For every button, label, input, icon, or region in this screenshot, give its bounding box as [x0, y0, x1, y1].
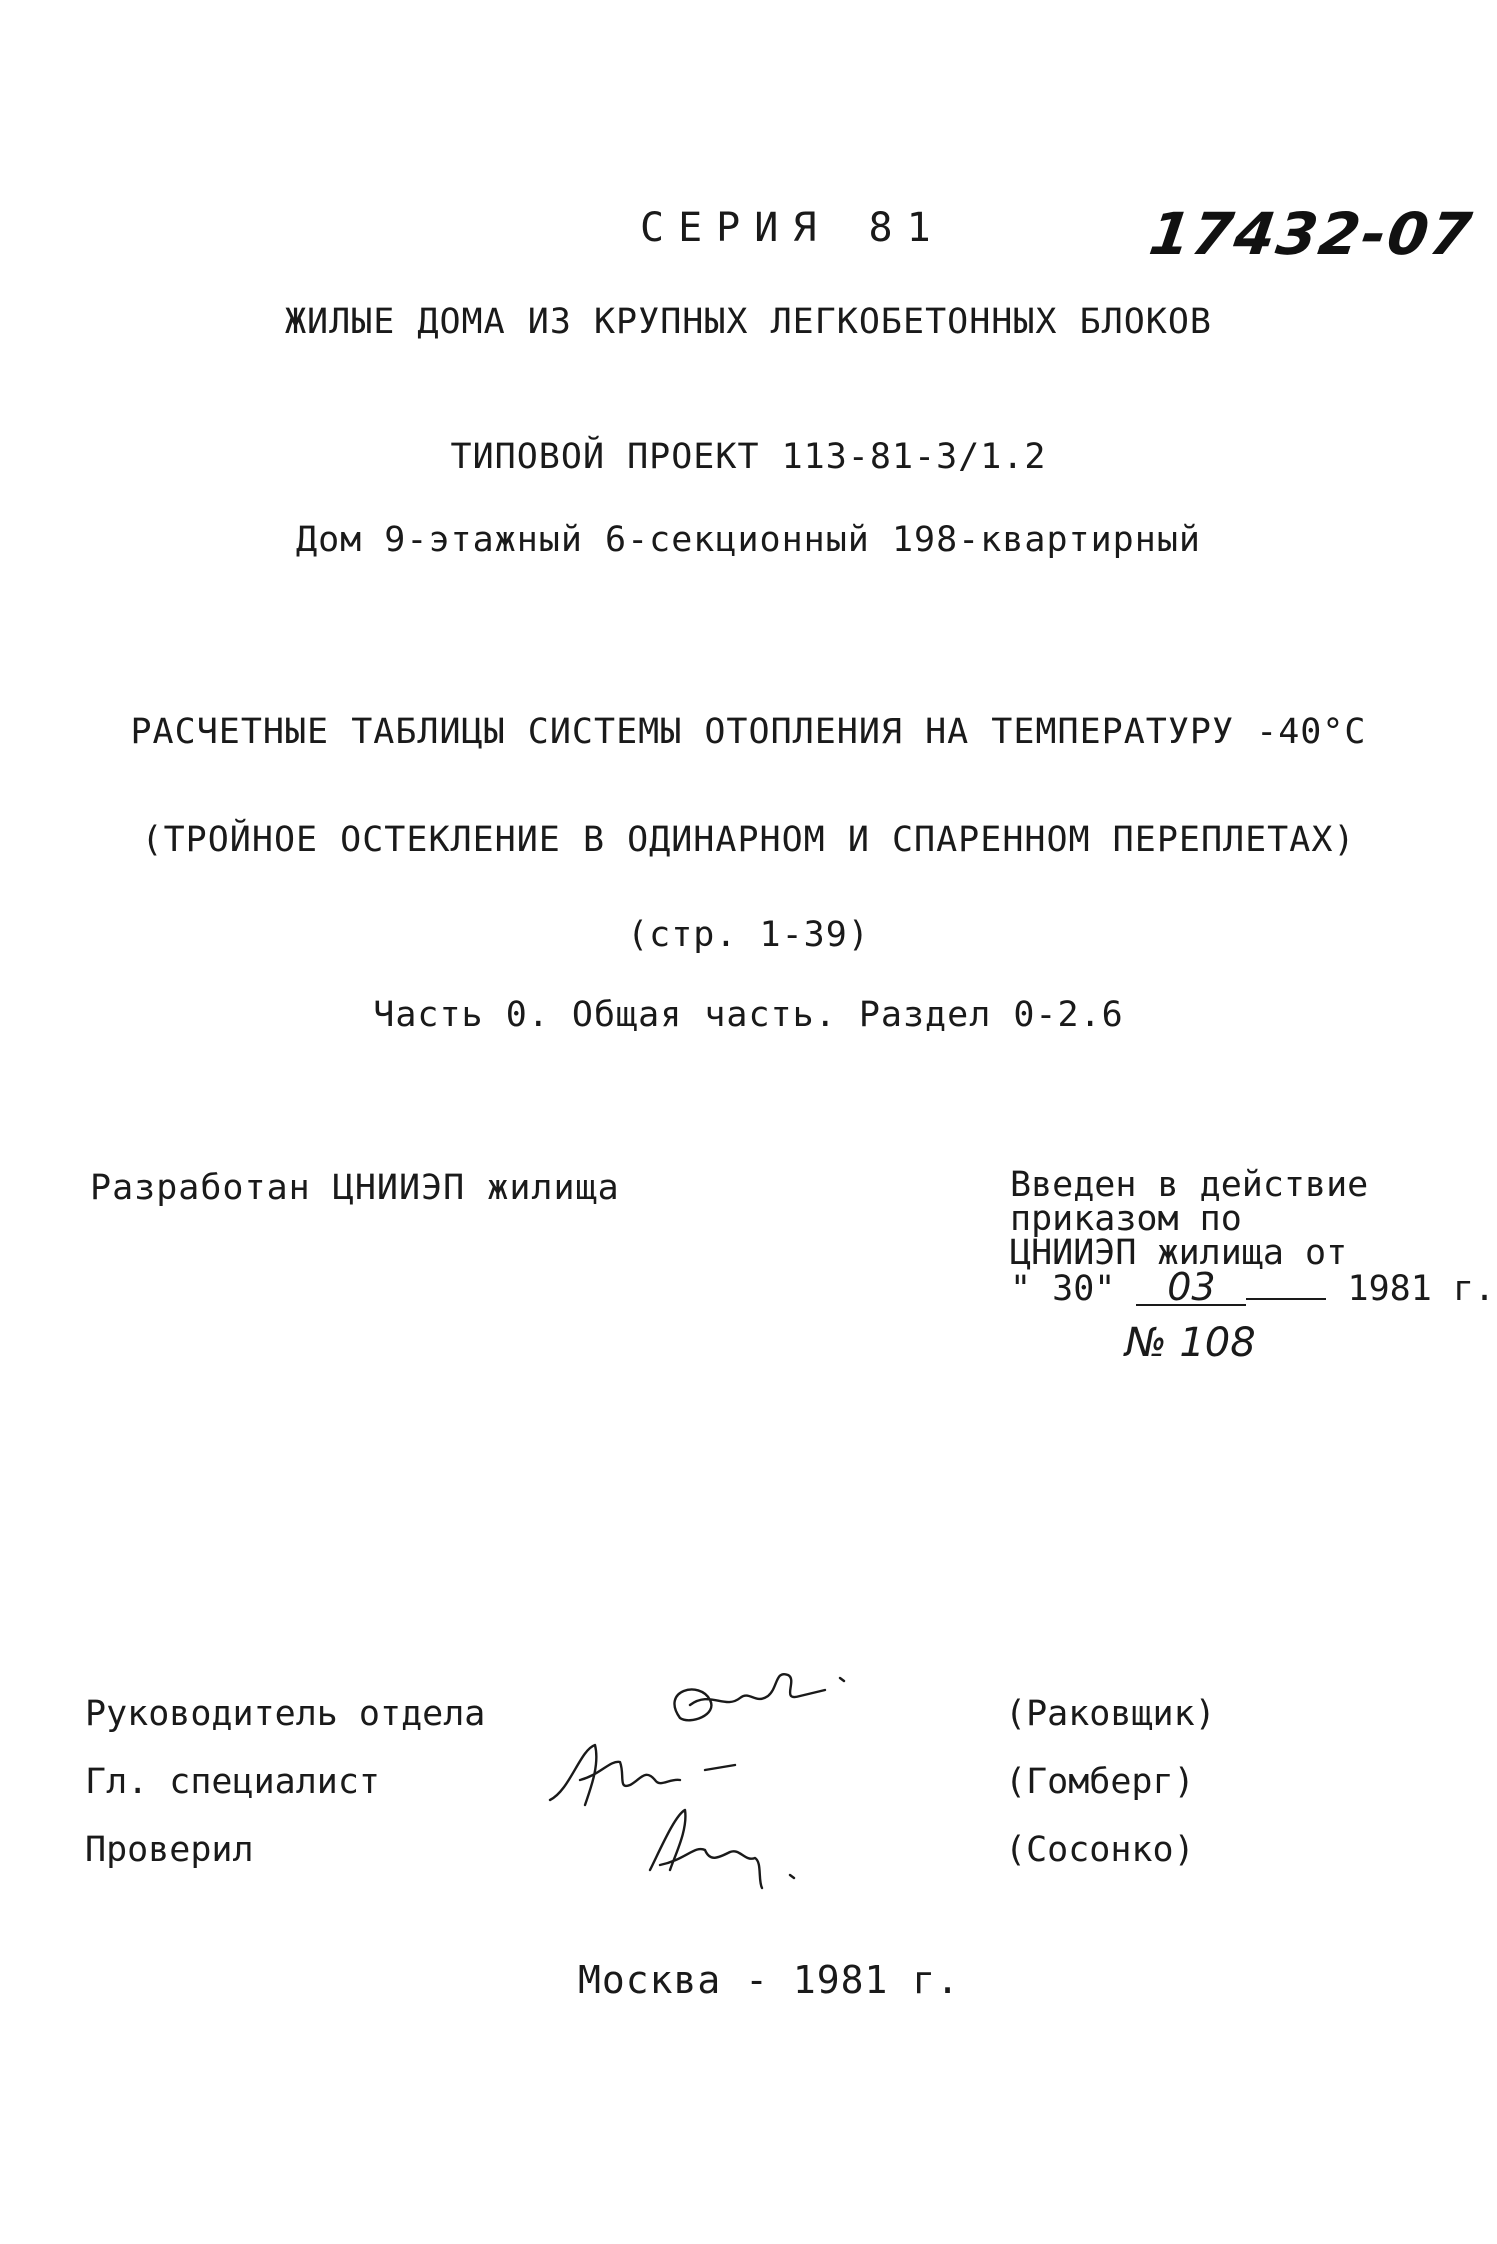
intro-day: " 30" [1010, 1269, 1116, 1309]
document-subject: РАСЧЕТНЫЕ ТАБЛИЦЫ СИСТЕМЫ ОТОПЛЕНИЯ НА ТЕМПЕРАТУРУ -40°C [130, 712, 1367, 752]
name-sosonko: (Сосонко) [1005, 1830, 1195, 1870]
signatory-names [1005, 1680, 1216, 1884]
handwritten-signatures [540, 1630, 920, 1900]
role-checked-by: Проверил [85, 1830, 254, 1870]
role-chief-specialist: Гл. специалист [85, 1762, 381, 1802]
handwritten-registration-number: 17432-07 [1145, 200, 1478, 268]
project-number: ТИПОВОЙ ПРОЕКТ 113-81-3/1.2 [450, 437, 1047, 477]
developer-statement: Разработан ЦНИИЭП жилища [90, 1168, 620, 1208]
part-section: Часть 0. Общая часть. Раздел 0-2.6 [373, 995, 1124, 1035]
intro-month: 03 [1136, 1270, 1246, 1306]
order-number: № 108 [1125, 1320, 1256, 1366]
house-description: Дом 9-этажный 6-секционный 198-квартирный [296, 520, 1201, 560]
place-and-year: Москва - 1981 г. [578, 1958, 961, 2002]
intro-line-2: приказом по [1010, 1199, 1242, 1239]
name-gomberg: (Гомберг) [1005, 1762, 1195, 1802]
name-rakovshchik: (Раковщик) [1005, 1694, 1216, 1734]
signature-1 [674, 1674, 844, 1720]
intro-date [1010, 1265, 1496, 1309]
intro-line-1: Введен в действие [1010, 1165, 1369, 1205]
intro-line-3: ЦНИИЭП жилища от [1010, 1233, 1348, 1273]
signature-2 [550, 1745, 735, 1805]
glazing-note: (ТРОЙНОЕ ОСТЕКЛЕНИЕ В ОДИНАРНОМ И СПАРЕННОМ ПЕРЕПЛЕТАХ) [141, 820, 1356, 860]
role-department-head: Руководитель отдела [85, 1694, 486, 1734]
intro-year: 1981 г. [1347, 1269, 1496, 1309]
date-underline [1246, 1298, 1326, 1300]
series-heading: СЕРИЯ 81 [640, 205, 945, 251]
document-title: ЖИЛЫЕ ДОМА ИЗ КРУПНЫХ ЛЕГКОБЕТОННЫХ БЛОКОВ [284, 302, 1212, 342]
introduction-block [1010, 1165, 1496, 1309]
signatory-roles [85, 1680, 485, 1884]
page-range: (стр. 1-39) [627, 915, 870, 955]
signature-3 [650, 1810, 794, 1888]
